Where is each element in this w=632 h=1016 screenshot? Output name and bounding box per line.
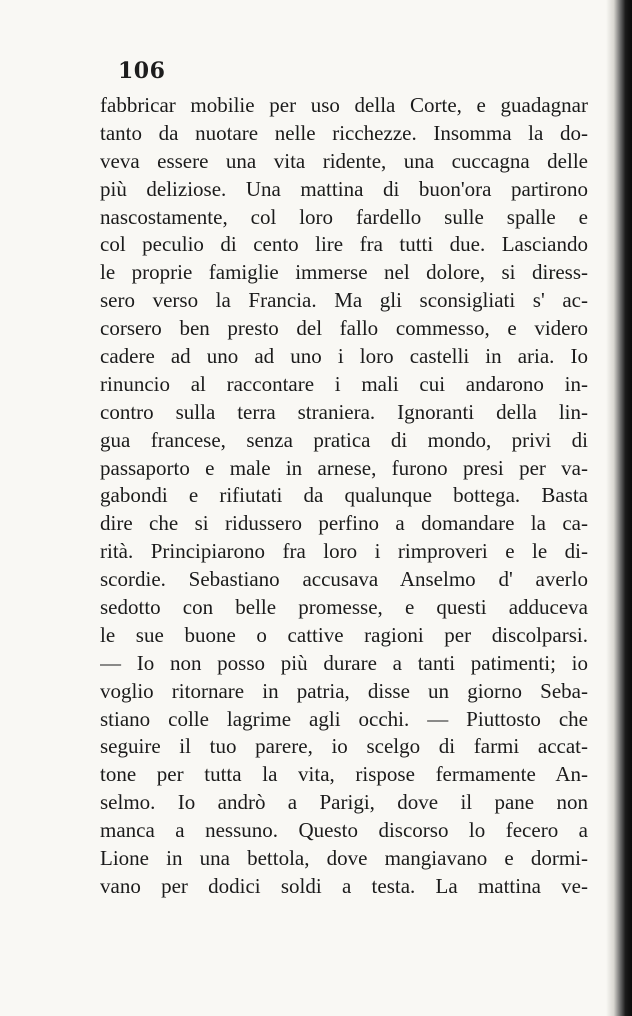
text-line: stiano colle lagrime agli occhi. — Piuttosto che xyxy=(100,706,588,731)
text-line: voglio ritornare in patria, disse un giorno Seba- xyxy=(100,678,588,703)
text-line: seguire il tuo parere, io scelgo di farmi accat- xyxy=(100,734,588,759)
text-line: sero verso la Francia. Ma gli sconsigliati s' ac- xyxy=(100,288,588,313)
text-line: gua francese, senza pratica di mondo, privi di xyxy=(100,427,588,452)
text-line: contro sulla terra straniera. Ignoranti della lin- xyxy=(100,399,588,424)
page-number: 106 xyxy=(118,58,166,84)
text-line: passaporto e male in arnese, furono presi per va- xyxy=(100,455,588,480)
text-line: rità. Principiarono fra loro i rimproveri e le di- xyxy=(100,539,588,564)
text-line: nascostamente, col loro fardello sulle spalle e xyxy=(100,204,588,229)
text-line: — Io non posso più durare a tanti patimenti; io xyxy=(100,650,588,675)
text-line: tanto da nuotare nelle ricchezze. Insomma la do- xyxy=(100,120,588,145)
text-line: scordie. Sebastiano accusava Anselmo d' averlo xyxy=(100,567,588,592)
text-line: le proprie famiglie immerse nel dolore, si diress- xyxy=(100,260,588,285)
text-line: col peculio di cento lire fra tutti due. Lasciando xyxy=(100,232,588,257)
text-line: rinuncio al raccontare i mali cui andarono in- xyxy=(100,371,588,396)
text-line: sedotto con belle promesse, e questi adduceva xyxy=(100,595,588,620)
text-line: Lione in una bettola, dove mangiavano e dormi- xyxy=(100,846,588,871)
text-line: tone per tutta la vita, rispose fermamente An- xyxy=(100,762,588,787)
text-line: fabbricar mobilie per uso della Corte, e guadagnar xyxy=(100,93,588,117)
text-line: gabondi e rifiutati da qualunque bottega. Basta xyxy=(100,483,588,508)
text-line: veva essere una vita ridente, una cuccagna delle xyxy=(100,148,588,173)
text-line: selmo. Io andrò a Parigi, dove il pane non xyxy=(100,790,588,815)
text-line: corsero ben presto del fallo commesso, e videro xyxy=(100,316,588,341)
text-line: vano per dodici soldi a testa. La mattina ve- xyxy=(100,873,588,898)
page-binding-edge xyxy=(606,0,632,1016)
text-line: le sue buone o cattive ragioni per discolparsi. xyxy=(100,622,588,647)
body-text xyxy=(100,92,588,901)
text-line: dire che si ridussero perfino a domandare la ca- xyxy=(100,511,588,536)
text-line: manca a nessuno. Questo discorso lo fecero a xyxy=(100,818,588,843)
text-line: più deliziose. Una mattina di buon'ora partirono xyxy=(100,176,588,201)
text-line: cadere ad uno ad uno i loro castelli in aria. Io xyxy=(100,344,588,369)
